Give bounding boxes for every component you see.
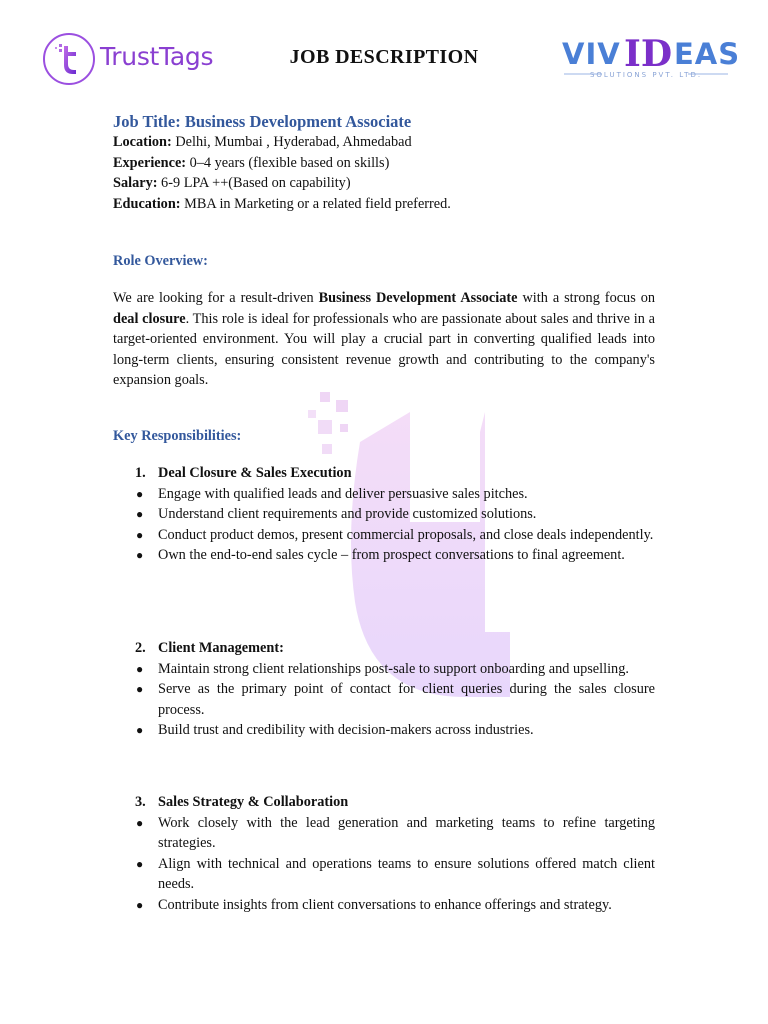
bullet-list (135, 813, 655, 916)
svg-text:EAS: EAS (674, 37, 741, 71)
bullet-icon: ● (136, 661, 144, 676)
experience-line (113, 153, 658, 174)
experience-label: Experience: (113, 154, 187, 171)
section-title-text: Sales Strategy & Collaboration (158, 794, 349, 810)
section-title-text: Client Management: (158, 640, 284, 656)
list-item-text: Build trust and credibility with decision-makers across industries. (158, 722, 534, 738)
list-item-text: Contribute insights from client conversations to enhance offerings and strategy. (158, 896, 612, 913)
list-item (135, 659, 655, 680)
list-item-text: Align with technical and operations teams to ensure solutions offered match client needs. (158, 855, 655, 892)
role-overview-heading: Role Overview: (113, 253, 208, 269)
list-item-text: Conduct product demos, present commercial proposals, and close deals independently. (158, 526, 654, 543)
vivideas-logo-graphic (560, 30, 741, 82)
section-number: 2. (135, 640, 146, 656)
list-item (135, 545, 655, 566)
section-number: 1. (135, 465, 146, 481)
bullet-icon: ● (136, 723, 144, 737)
bullet-icon: ● (136, 682, 144, 696)
role-overview-bold-2: deal closure (113, 310, 186, 327)
section-title-text: Deal Closure & Sales Execution (158, 465, 352, 481)
bullet-icon: ● (136, 815, 144, 830)
list-item (135, 679, 655, 720)
list-item (135, 504, 655, 525)
responsibility-section (135, 463, 655, 566)
location-line (113, 132, 658, 153)
location-label: Location: (113, 134, 172, 150)
vivideas-logo (560, 30, 741, 82)
education-value: MBA in Marketing or a related field preferred. (180, 195, 451, 212)
page-title: JOB DESCRIPTION (289, 46, 479, 68)
salary-value: 6-9 LPA ++(Based on capability) (157, 175, 351, 191)
salary-label: Salary: (113, 175, 158, 191)
list-item (135, 895, 655, 916)
bullet-icon: ● (136, 856, 144, 871)
section-number: 3. (135, 794, 146, 810)
role-overview-bold-1: Business Development Associate (318, 290, 518, 306)
svg-text:VIV: VIV (562, 37, 621, 71)
list-item-text: Understand client requirements and provide customized solutions. (158, 506, 537, 522)
list-item (135, 484, 655, 505)
list-item (135, 813, 655, 854)
salary-line (113, 173, 658, 194)
list-item-text: Maintain strong client relationships post-sale to support onboarding and upselling. (158, 660, 629, 677)
education-line (113, 194, 658, 215)
role-overview-text-3: . This role is ideal for professionals who are passionate about sales and thrive in a target-oriented environment. You will play a crucial part in converting qualified leads into long-term clients, ensuring consistent revenue growth and contributing to the company's expansion goals. (113, 310, 655, 388)
education-label: Education: (113, 195, 181, 212)
list-item (135, 720, 655, 741)
job-title: Job Title: Business Development Associate (113, 112, 412, 131)
bullet-icon: ● (136, 548, 144, 562)
role-overview-text-1: We are looking for a result-driven (113, 290, 319, 306)
list-item (135, 854, 655, 895)
bullet-list (135, 659, 655, 741)
list-item-text: Serve as the primary point of contact for client queries during the sales closure process. (158, 681, 655, 718)
list-item-text: Own the end-to-end sales cycle – from prospect conversations to final agreement. (158, 547, 625, 563)
responsibility-section (135, 638, 655, 741)
list-item (135, 525, 655, 546)
location-value: Delhi, Mumbai , Hyderabad, Ahmedabad (171, 134, 412, 150)
bullet-list (135, 484, 655, 566)
experience-value: 0–4 years (flexible based on skills) (186, 154, 390, 171)
responsibility-section (135, 792, 655, 915)
job-meta (113, 112, 658, 214)
role-overview-text-2: with a strong focus on (517, 290, 656, 306)
bullet-icon: ● (136, 527, 144, 542)
list-item-text: Engage with qualified leads and deliver persuasive sales pitches. (158, 485, 528, 502)
role-overview-paragraph (113, 288, 655, 391)
bullet-icon: ● (136, 507, 144, 521)
bullet-icon: ● (136, 486, 144, 501)
svg-text:ID: ID (624, 33, 673, 75)
svg-text:SOLUTIONS PVT. LTD.: SOLUTIONS PVT. LTD. (589, 71, 703, 79)
bullet-icon: ● (136, 897, 144, 912)
list-item-text: Work closely with the lead generation and marketing teams to refine targeting strategies. (158, 814, 655, 851)
responsibility-section-title (135, 463, 655, 484)
responsibility-section-title (135, 638, 655, 659)
key-responsibilities-heading: Key Responsibilities: (113, 428, 242, 444)
responsibility-section-title (135, 792, 655, 813)
trusttags-logo-text: TrustTags (100, 42, 214, 71)
